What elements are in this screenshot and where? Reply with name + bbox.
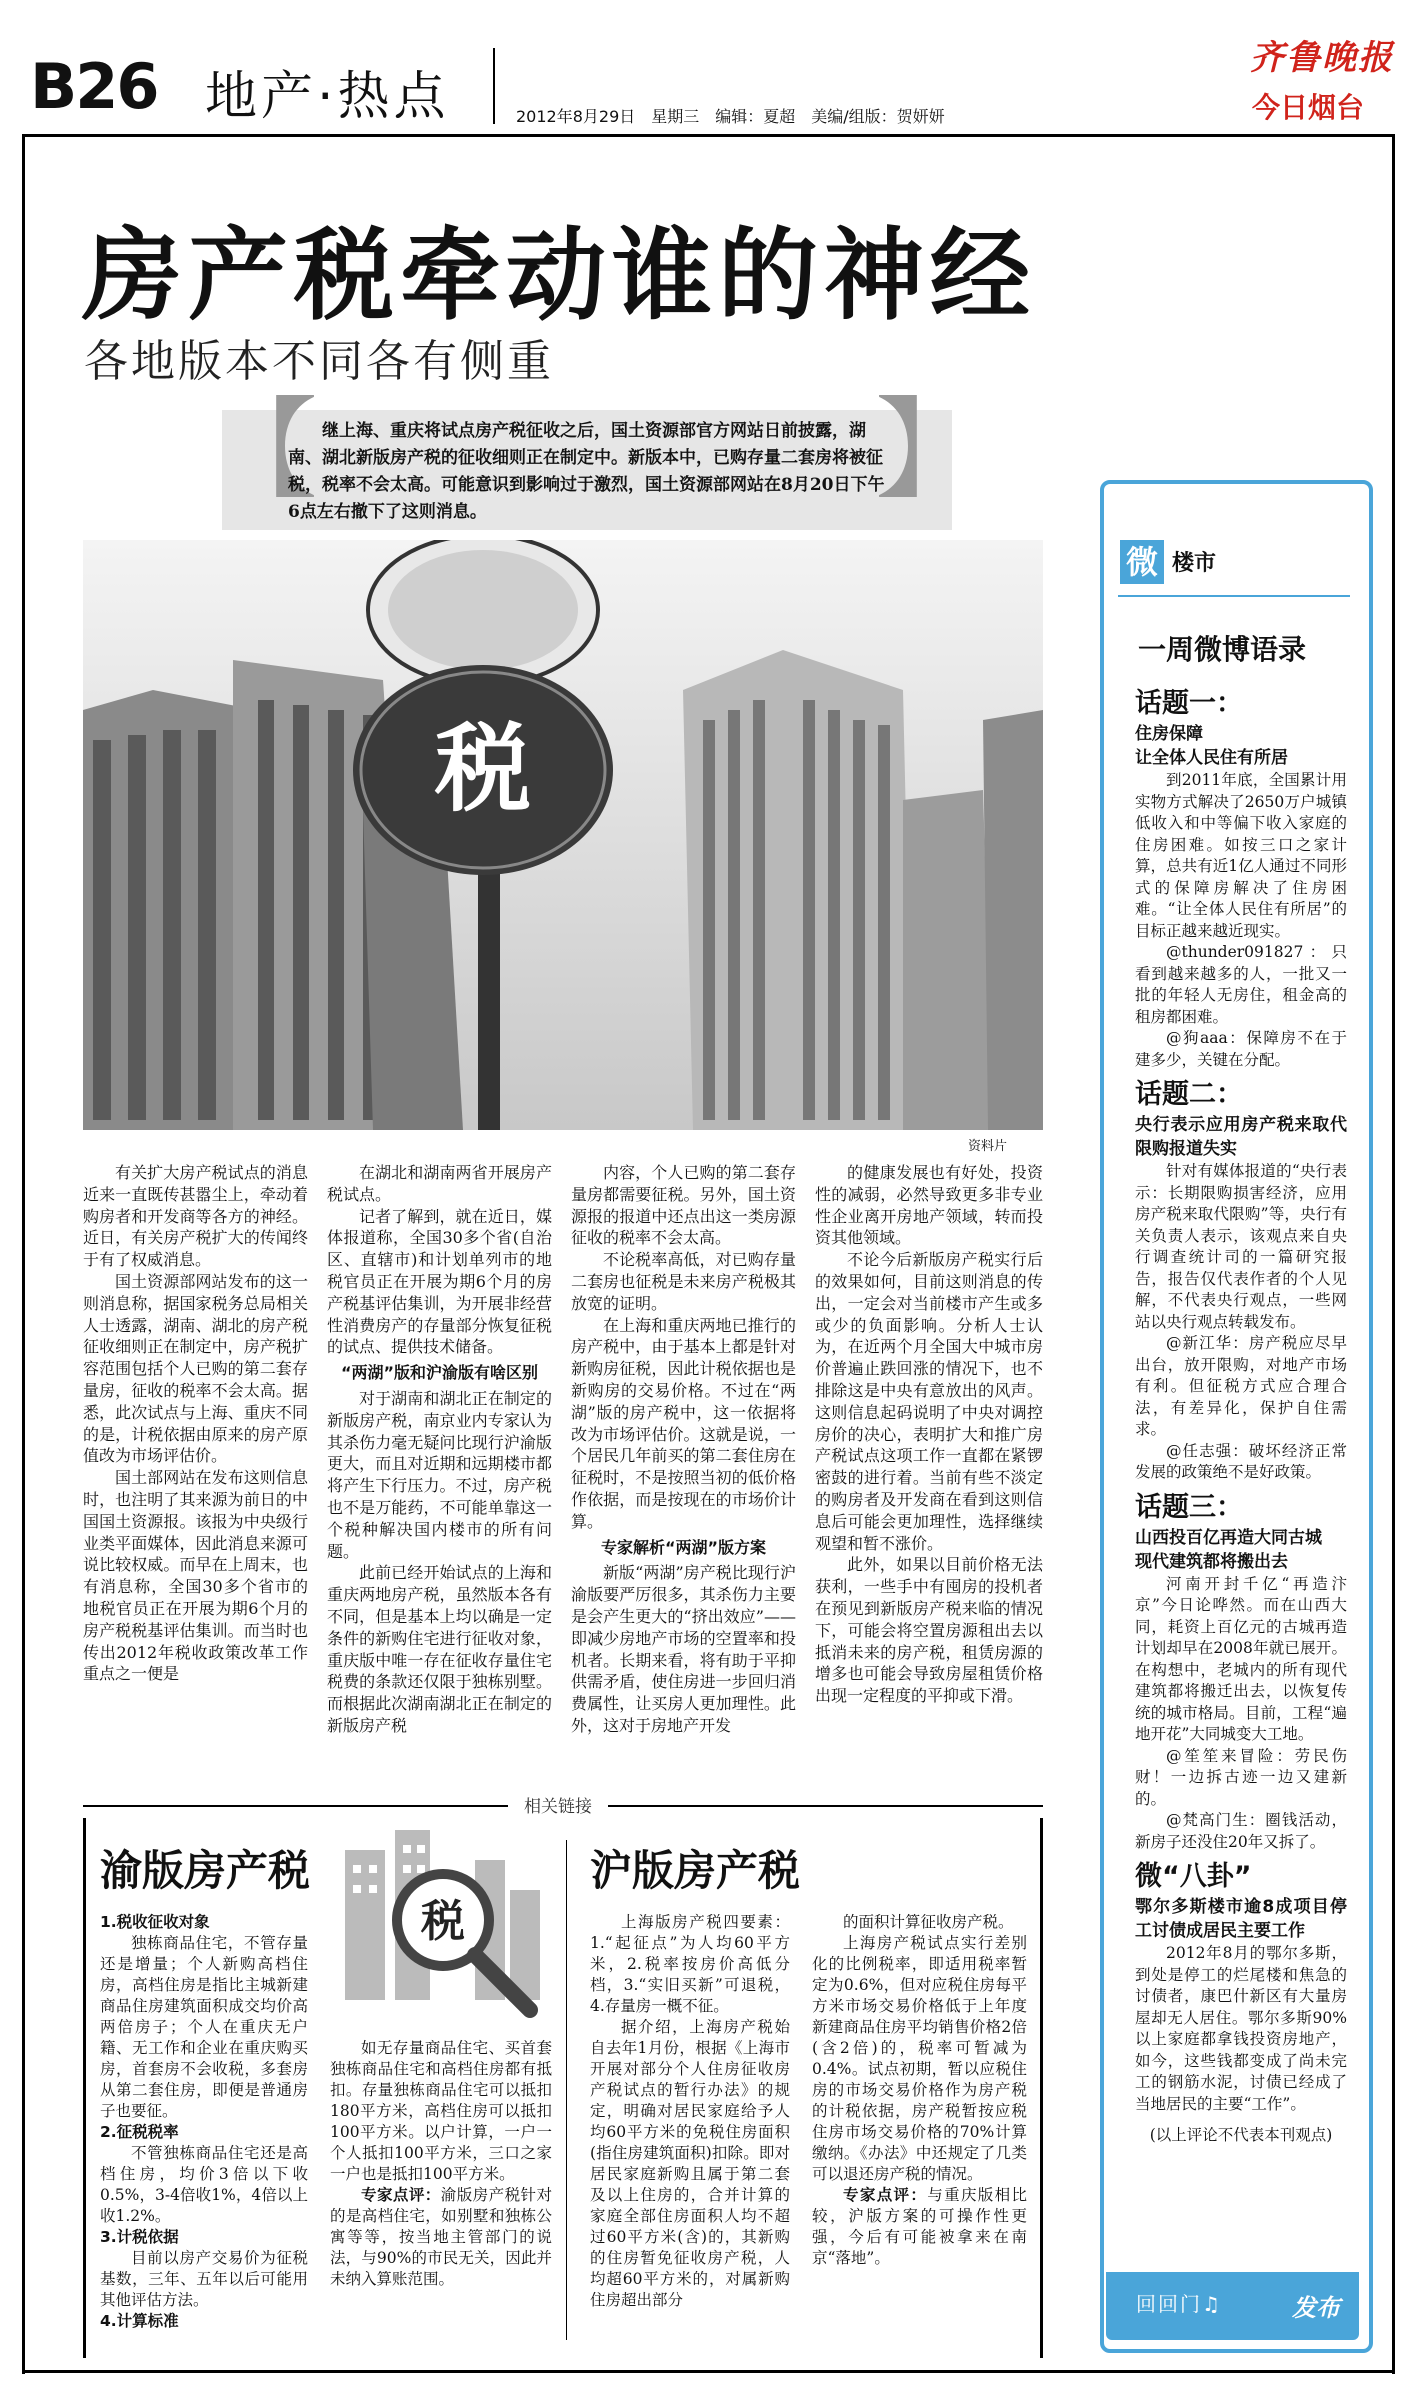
newspaper-logo: 齐鲁晚报 <box>1250 38 1394 78</box>
sidebar-paragraph: @新江华：房产税应尽早出台，放开限购，对地产市场有利。但征税方式应合理合法，有差异化，保护自住需求。 <box>1135 1334 1347 1438</box>
sidebar-paragraph: @狗aaa：保障房不在于建多少，关键在分配。 <box>1135 1029 1347 1069</box>
article-paragraph: 在湖北和湖南两省开展房产税试点。 <box>327 1163 552 1204</box>
lead-bracket-open: 【 <box>208 386 318 514</box>
article-paragraph: 不论税率高低，对已购存量二套房也征税是未来房产税极其放宽的证明。 <box>571 1250 796 1313</box>
photo-tax-sign <box>83 540 1043 1130</box>
article-paragraph: 国土部网站在发布这则信息时，也注明了其来源为前日的中国国土资源报。该报为中央级行业类平面媒体，因此消息来源可说比较权威。而早在上周末，也有消息称，全国30多个省市的地税官员正在开展为期6个月的房产税税基评估集训。而当时也传出2012年税收政策改革工作重点之一便是 <box>83 1468 308 1684</box>
edition-label: 今日烟台 <box>1252 91 1365 124</box>
related-heading: 1.税收征收对象 <box>100 1913 210 1931</box>
lead-paragraph: 继上海、重庆将试点房产税征收之后，国土资源部官方网站日前披露，湖南、湖北新版房产税的征收细则正在制定中。新版本中，已购存量二套房将被征税，税率不会太高。可能意识到影响过于激烈，国土资源部网站在8月20日下午6点左右撤下了这则消息。 <box>288 421 885 522</box>
subheadline: 各地版本不同各有侧重 <box>84 336 554 387</box>
sidebar-topic-subtitle: 央行表示应用房产税来取代限购报道失实 <box>1135 1115 1347 1159</box>
article-paragraph: 的健康发展也有好处，投资性的减弱，必然导致更多非专业性企业离开房地产领域，转而投资其他领域。 <box>815 1163 1043 1248</box>
related-label: 相关链接 <box>508 1792 608 1817</box>
lead-bracket-close: 】 <box>875 386 985 514</box>
article-paragraph: 不论今后新版房产税实行后的效果如何，目前这则消息的传出，一定会对当前楼市产生或多或少的负面影响。分析人士认为，在近两个月全国大中城市房价普遍止跌回涨的情况下，也不排除这是中央有意放出的风声。这则信息起码说明了中央对调控房价的决心，表明扩大和推广房产税试点这项工作一直都在紧锣密鼓的进行着。当前有些不淡定的购房者及开发商在看到这则信息后可能会更加理性，选择继续观望和暂不涨价。 <box>815 1250 1043 1553</box>
article-column-2 <box>327 1162 552 1737</box>
yu-text-1 <box>100 1912 308 2332</box>
related-paragraph: 的面积计算征收房产税。 <box>843 1913 1014 1931</box>
magnifier-tax-text: 税 <box>421 1896 465 1947</box>
article-paragraph: 国土资源部网站发布的这一则消息称，据国家税务总局相关人士透露，湖南、湖北的房产税征收细则正在制定中，房产税扩容范围包括个人已购的第二套存量房，征收的税率不会太高。据悉，此次试点与上海、重庆不同的是，计税依据由原来的房产原值改为市场评估价。 <box>83 1271 308 1466</box>
article-paragraph: 内容，个人已购的第二套存量房都需要征税。另外，国土资源报的报道中还点出这一类房源征收的税率不会太高。 <box>571 1163 796 1248</box>
article-subtitle: 专家解析“两湖”版方案 <box>600 1537 767 1557</box>
related-heading: 4.计算标准 <box>100 2312 179 2330</box>
yu-title: 渝版房产税 <box>100 1846 311 1895</box>
sidebar-topic-subtitle: 住房保障 <box>1135 724 1203 744</box>
header-rule <box>22 134 1395 137</box>
sidebar-rule <box>1118 595 1350 597</box>
sidebar-paragraph: @梵高门生：圈钱活动，新房子还没住20年又拆了。 <box>1135 1811 1347 1851</box>
related-paragraph: 如无存量商品住宅、买首套独栋商品住宅和高档住房都有抵扣。存量独栋商品住宅可以抵扣180平方米，高档住房可以抵扣100平方米。以户计算，一户一个人抵扣100平方米，三口之家一户也是抵扣100平方米。 <box>330 2039 552 2183</box>
page-number: B26 <box>30 50 158 123</box>
article-paragraph: 此前已经开始试点的上海和重庆两地房产税，虽然版本各有不同，但是基本上均以确是一定条件的新购住宅进行征收对象，重庆版中唯一存在征收存量住宅税费的条款还仅限于独栋别墅。而根据此次湖南湖北正在制定的新版房产税 <box>327 1563 552 1735</box>
related-paragraph: 专家点评：与重庆版相比较，沪版方案的可操作性更强，今后有可能被拿来在南京“落地”。 <box>812 2186 1027 2267</box>
related-paragraph: 目前以房产交易价为征税基数，三年、五年以后可能用其他评估方法。 <box>100 2249 308 2309</box>
tax-magnifier-illustration <box>325 1820 555 2020</box>
hu-text-1 <box>590 1912 790 2311</box>
yu-text-2 <box>330 2038 552 2290</box>
article-column-4 <box>815 1162 1043 1707</box>
related-paragraph: 不管独栋商品住宅还是高档住房，均价3倍以下收0.5%，3-4倍收1%，4倍以上收1.2%。 <box>100 2144 308 2225</box>
article-paragraph: 对于湖南和湖北正在制定的新版房产税，南京业内专家认为其杀伤力毫无疑问比现行沪渝版更大，而且对近期和远期楼市都将产生下行压力。不过，房产税也不是万能药，不可能单靠这一个税种解决国内楼市的所有问题。 <box>327 1388 552 1561</box>
frame-bottom <box>22 2370 1395 2373</box>
article-paragraph: 有关扩大房产税试点的消息近来一直既传甚嚣尘上，牵动着购房者和开发商等各方的神经。近日，有关房产税扩大的传闻终于有了权威消息。 <box>83 1163 308 1270</box>
sidebar-paragraph: 河南开封千亿“再造汴京”今日论哗然。而在山西大同，耗资上百亿元的古城再造计划却早在2008年就已展开。在构想中，老城内的所有现代建筑都将搬迁出去，以恢复传统的城市格局。目前，工程“遍地开花”大同城变大工地。 <box>1135 1574 1347 1743</box>
header-divider <box>493 48 495 124</box>
photo-illustration <box>83 540 1043 1130</box>
related-heading: 3.计税依据 <box>100 2228 179 2246</box>
page-header <box>0 0 1417 140</box>
article-subtitle: “两湖”版和沪渝版有啥区别 <box>340 1363 539 1383</box>
sidebar-topic-subtitle: 现代建筑都将搬出去 <box>1135 1551 1288 1572</box>
hu-title: 沪版房产税 <box>590 1846 801 1895</box>
related-heading: 2.征税税率 <box>100 2123 179 2141</box>
frame-right <box>1392 134 1395 2374</box>
article-paragraph: 此外，如果以目前价格无法获利，一些手中有囤房的投机者在预见到新版房产税来临的情况下，可能会将空置房源租出去以抵消未来的房产税，租赁房源的增多也可能会导致房屋租赁价格出现一定程度的平抑或下滑。 <box>815 1555 1043 1706</box>
sidebar-title: 一周微博语录 <box>1138 633 1307 666</box>
publish-label: 发布 <box>1292 2294 1340 2322</box>
frame-left <box>22 134 25 2374</box>
magnifier-icon <box>325 1820 555 2020</box>
share-icons: 回回门♫ <box>1136 2292 1222 2316</box>
article-paragraph: 记者了解到，就在近日，媒体报道称，全国30多个省(自治区、直辖市)和计划单列市的地税官员正在开展为期6个月的房产税基评估集训，为开展非经营性消费房产的存量部分恢复征税的试点、提供技术储备。 <box>327 1206 552 1357</box>
related-paragraph: 专家点评：渝版房产税针对的是高档住宅，如别墅和独栋公寓等等，按当地主管部门的说法，与90%的市民无关，因此并未纳入算账范围。 <box>330 2186 552 2288</box>
building-right <box>683 650 1043 1130</box>
sidebar-paragraph: 2012年8月的鄂尔多斯，到处是停工的烂尾楼和焦急的讨债者，康巴什新区有大量房屋却无人居住。鄂尔多斯90%以上家庭都拿钱投资房地产，如今，这些钱都变成了尚未完工的钢筋水泥，讨债已经成了当地居民的主要“工作”。 <box>1135 1944 1347 2113</box>
related-paragraph: 上海房产税试点实行差别化的比例税率，即适用税率暂定为0.6%，但对应税住房每平方米市场交易价格低于上年度新建商品住房平均销售价格2倍(含2倍)的，税率可暂减为0.4%。试点初期，暂以应税住房的市场交易价格作为房产税的计税依据，房产税暂按应税住房市场交易价格的70%计算缴纳。《办法》中还规定了几类可以退还房产税的情况。 <box>812 1934 1027 2183</box>
sidebar-topic-subtitle: 鄂尔多斯楼市逾8成项目停工讨债成居民主要工作 <box>1135 1897 1347 1941</box>
headline: 房产税牵动谁的神经 <box>82 217 1036 334</box>
photo-credit: 资料片 <box>968 1139 1008 1154</box>
sidebar-paragraph: @笙笙来冒险：劳民伤财！一边拆古迹一边又建新的。 <box>1135 1746 1347 1808</box>
sidebar-content <box>1135 680 1347 2147</box>
sidebar-paragraph: @thunder091827：只看到越来越多的人，一批又一批的年轻人无房住，租金高的租房都困难。 <box>1135 943 1347 1026</box>
sidebar-disclaimer: (以上评论不代表本刊观点) <box>1149 2126 1333 2144</box>
issue-meta: 2012年8月29日 星期三 编辑：夏超 美编/组版：贺妍妍 <box>516 107 945 126</box>
sidebar-topic-label: 话题一： <box>1135 688 1243 719</box>
related-paragraph: 独栋商品住宅，不管存量还是增量；个人新购高档住房，高档住房是指比主城新建商品住房建筑面积成交均价高两倍房子；个人在重庆无户籍、无工作和企业在重庆购买房，首套房不会收税，多套房从第二套住房，即便是普通房子也要征。 <box>100 1934 308 2120</box>
related-paragraph: 上海版房产税四要素：1.“起征点”为人均60平方米，2.税率按房价高低分档，3.“实旧买新”可退税，4.存量房一概不征。 <box>590 1913 790 2015</box>
hu-text-2 <box>812 1912 1027 2269</box>
article-column-3 <box>571 1162 796 1737</box>
related-paragraph: 据介绍，上海房产税始自去年1月份，根据《上海市开展对部分个人住房征收房产税试点的暂行办法》的规定，明确对居民家庭给予人均60平方米的免税住房面积(指住房建筑面积)扣除。即对居民家庭新购且属于第二套及以上住房的，合并计算的家庭全部住房面积人均不超过60平方米(含)的，其新购的住房暂免征收房产税，人均超60平方米的，对属新购住房超出部分 <box>590 2018 790 2309</box>
section-title: 地产·热点 <box>205 67 450 127</box>
photo-sign-text: 税 <box>435 713 531 825</box>
weibo-tag: 楼市 <box>1172 551 1217 576</box>
sidebar-topic-label: 微“八卦” <box>1135 1861 1252 1892</box>
sidebar-paragraph: 针对有媒体报道的“央行表示：长期限购损害经济，应用房产税来取代限购”等，央行有关负责人表示，该观点来自央行调查统计司的一篇研究报告，报告仅代表作者的个人见解，不代表央行观点，一些网站以央行观点转载发布。 <box>1135 1162 1347 1331</box>
article-column-1 <box>83 1162 308 1685</box>
sidebar-topic-label: 话题三： <box>1135 1491 1243 1523</box>
related-frame-right <box>1040 1818 1043 2358</box>
article-paragraph: 新版“两湖”房产税比现行沪渝版要严厉很多，其杀伤力主要是会产生更大的“挤出效应”——即减少房地产市场的空置率和投机者。长期来看，将有助于平抑供需矛盾，使住房进一步回归消费属性，让买房人更加理性。此外，这对于房地产开发 <box>571 1563 796 1735</box>
sidebar-topic-subtitle: 山西投百亿再造大同古城 <box>1135 1527 1322 1548</box>
sidebar-paragraph: 到2011年底，全国累计用实物方式解决了2650万户城镇低收入和中等偏下收入家庭的住房困难。如按三口之家计算，总共有近1亿人通过不同形式的保障房解决了住房困难。“让全体人民住有所居”的目标正越来越近现实。 <box>1135 771 1347 940</box>
sidebar-topic-label: 话题二： <box>1135 1079 1243 1110</box>
article-paragraph: 在上海和重庆两地已推行的房产税中，由于基本上都是针对新购房征税，因此计税依据也是新购房的交易价格。不过在“两湖”版的房产税中，这一依据将改为市场评估价。这就是说，一个居民几年前买的第二套住房在征税时，不是按照当初的低价格作依据，而是按现在的市场价计算。 <box>571 1315 796 1531</box>
weibo-badge: 微 <box>1120 540 1164 584</box>
sidebar-topic-subtitle: 让全体人民住有所居 <box>1135 748 1288 768</box>
related-divider <box>566 1840 567 2340</box>
related-frame-left <box>83 1818 86 2358</box>
sidebar-paragraph: @任志强：破坏经济正常发展的政策绝不是好政策。 <box>1135 1441 1347 1481</box>
